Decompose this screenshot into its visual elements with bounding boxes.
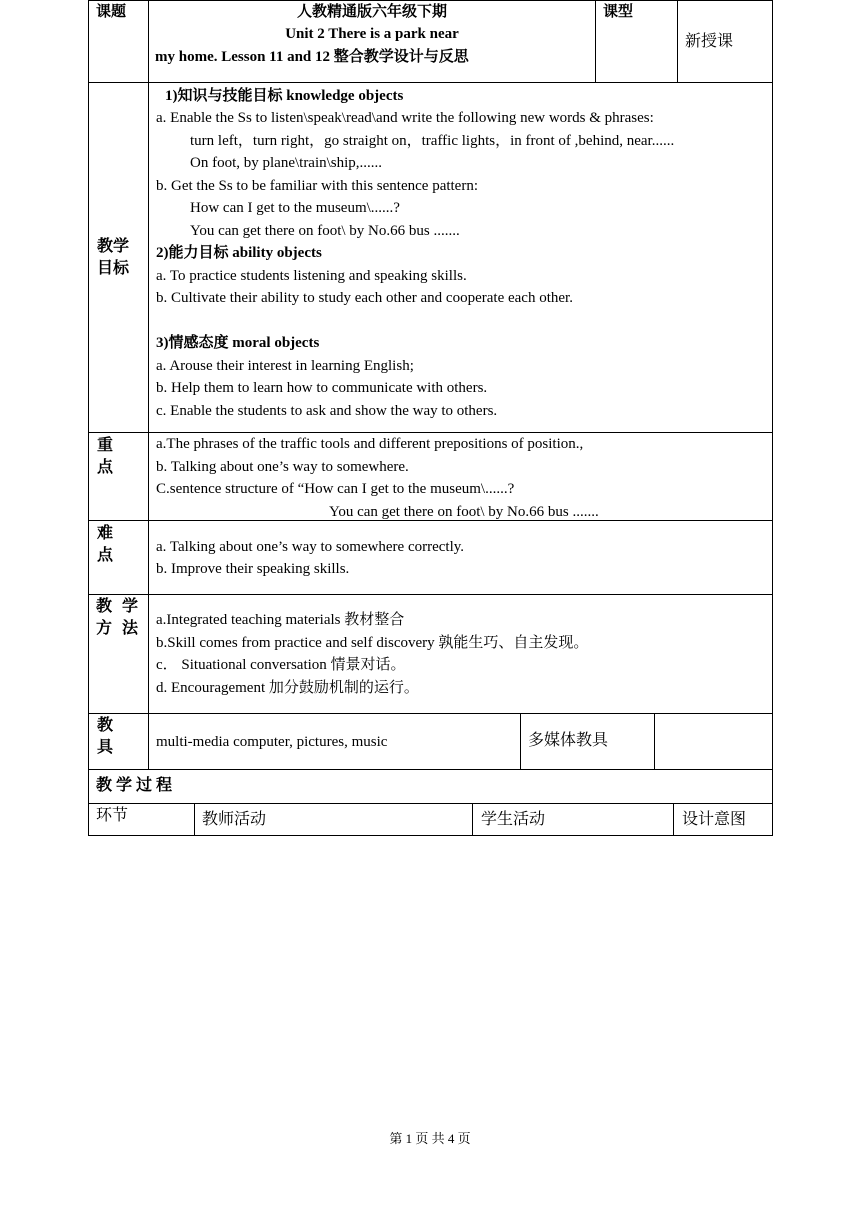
- process-col-teacher: 教师活动: [202, 811, 267, 828]
- objectives-line: b. Get the Ss to be familiar with this sentence pattern:: [156, 178, 479, 194]
- difficulties-label-1: 难: [97, 525, 114, 542]
- methods-label-1: 教 学: [96, 598, 139, 615]
- key-points-line: C.sentence structure of “How can I get to the museum\......?: [156, 481, 515, 497]
- tools-label-2: 具: [97, 739, 114, 756]
- process-col-intent: 设计意图: [682, 811, 747, 828]
- difficulties-line: b. Improve their speaking skills.: [156, 561, 350, 577]
- objectives-line: b. Cultivate their ability to study each other and cooperate each other.: [156, 290, 573, 306]
- tools-value: multi-media computer, pictures, music: [156, 734, 388, 750]
- objectives-line: How can I get to the museum\......?: [190, 200, 400, 216]
- process-col-stage: 环节: [96, 807, 129, 824]
- objectives-line: c. Enable the students to ask and show the way to others.: [156, 403, 498, 419]
- key-points-line: b. Talking about one’s way to somewhere.: [156, 459, 409, 475]
- key-points-line: You can get there on foot\ by No.66 bus .......: [329, 504, 599, 520]
- key-points-label-2: 点: [97, 459, 114, 476]
- difficulties-label-2: 点: [97, 547, 114, 564]
- objectives-line: a. Arouse their interest in learning English;: [156, 358, 414, 374]
- tools-empty-cell: [654, 713, 773, 770]
- objectives-line: b. Help them to learn how to communicate with others.: [156, 380, 488, 396]
- methods-line: c． Situational conversation 情景对话。: [156, 657, 406, 673]
- key-points-label-1: 重: [97, 437, 114, 454]
- process-col-student: 学生活动: [481, 811, 546, 828]
- objectives-label-2: 目标: [97, 260, 130, 277]
- objectives-heading-moral: 3)情感态度 moral objects: [156, 335, 320, 351]
- process-title-cell: [88, 769, 773, 804]
- type-value: 新授课: [685, 33, 734, 50]
- methods-line: b.Skill comes from practice and self discovery 孰能生巧、自主发现。: [156, 635, 589, 651]
- title-line-1: 人教精通版六年级下期: [296, 4, 447, 20]
- page-footer: 第 1 页 共 4 页: [389, 1131, 471, 1146]
- title-line-2: Unit 2 There is a park near: [285, 26, 459, 42]
- objectives-heading-knowledge: 1)知识与技能目标 knowledge objects: [165, 88, 404, 104]
- difficulties-line: a. Talking about one’s way to somewhere correctly.: [156, 539, 465, 555]
- objectives-label-1: 教学: [97, 238, 130, 255]
- objectives-heading-ability: 2)能力目标 ability objects: [156, 245, 322, 261]
- objectives-line: You can get there on foot\ by No.66 bus .......: [190, 223, 460, 239]
- label-type: 课型: [603, 4, 634, 20]
- methods-line: d. Encouragement 加分鼓励机制的运行。: [156, 680, 419, 696]
- key-points-line: a.The phrases of the traffic tools and different prepositions of position.,: [156, 436, 584, 452]
- tools-value-cn: 多媒体教具: [528, 732, 609, 749]
- methods-label-2: 方 法: [96, 620, 139, 637]
- objectives-line: a. Enable the Ss to listen\speak\read\and write the following new words & phrases:: [156, 110, 654, 126]
- tools-label-1: 教: [97, 717, 114, 734]
- title-line-3: my home. Lesson 11 and 12 整合教学设计与反思: [155, 49, 469, 65]
- objectives-line: a. To practice students listening and speaking skills.: [156, 268, 467, 284]
- label-title: 课题: [96, 4, 127, 20]
- objectives-line: On foot, by plane\train\ship,......: [190, 155, 383, 171]
- objectives-line: turn left，turn right，go straight on，traffic lights，in front of ,behind, near......: [190, 133, 675, 149]
- methods-line: a.Integrated teaching materials 教材整合: [156, 612, 405, 628]
- process-title: 教 学 过 程: [96, 777, 173, 794]
